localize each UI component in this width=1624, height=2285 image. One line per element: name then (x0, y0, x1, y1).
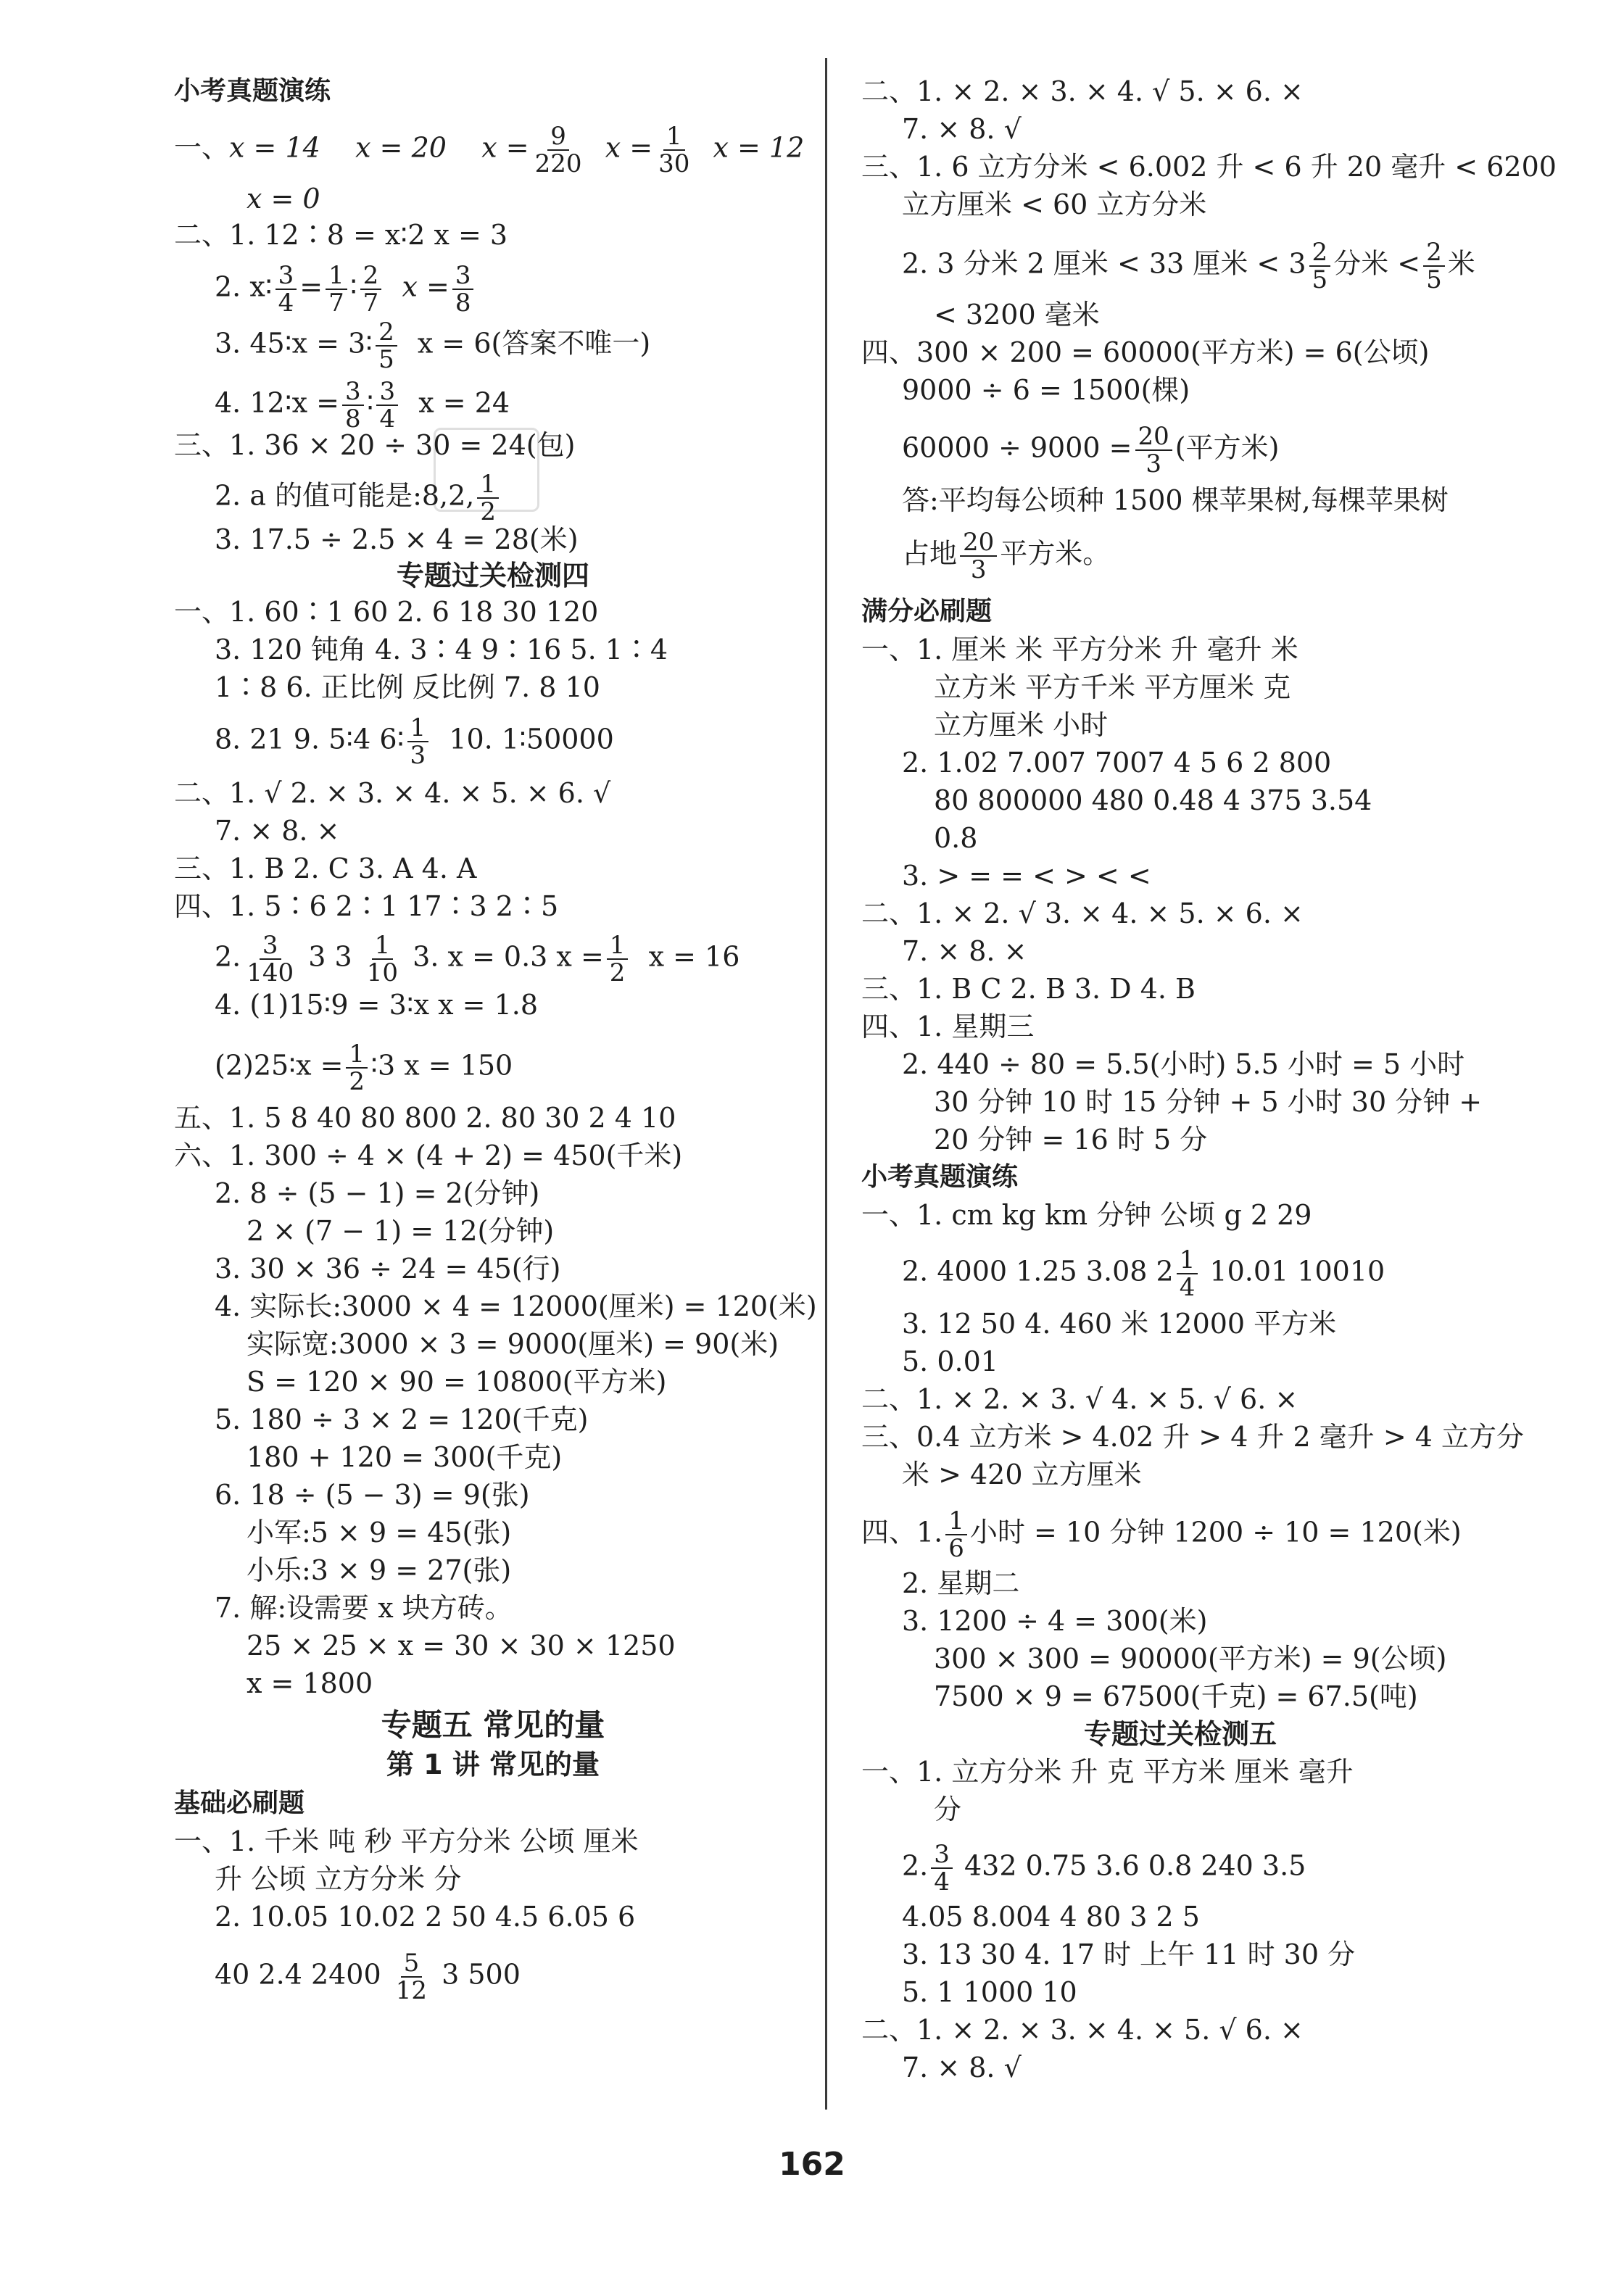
answer-line: 立方厘米 小时 (934, 709, 1109, 741)
fraction: $\frac{3}{8}$ (342, 378, 364, 432)
fraction: $\frac{3}{4}$ (376, 378, 398, 432)
answer-line: 6. 18 ÷ (5 − 3) = 9(张) (215, 1479, 530, 1511)
answer-line: 3. 120 钝角 4. 3∶4 9∶16 5. 1∶4 (215, 634, 668, 665)
answer-line: 2. $\frac{3}{4}$ 432 0.75 3.6 0.8 240 3.5 (902, 1840, 1306, 1896)
answer-line: 7500 × 9 = 67500(千克) = 67.5(吨) (934, 1680, 1418, 1712)
answer-line: 7. × 8. √ (902, 2052, 1022, 2083)
answer-line: 2. x∶ $\frac{3}{4}$ = $\frac{1}{7}$ ∶ $\frac{2}{7}$ x = $\frac{3}{8}$ (215, 262, 476, 316)
section-title: 满分必刷题 (861, 597, 993, 626)
answer-line: 2. 4000 1.25 3.08 2 $\frac{1}{4}$ 10.01 10010 (902, 1245, 1385, 1302)
answer-line: 二、1. × 2. × 3. × 4. × 5. √ 6. × (861, 2014, 1304, 2046)
answer-line: 六、1. 300 ÷ 4 × (4 + 2) = 450(千米) (174, 1140, 683, 1171)
answer-line: S = 120 × 90 = 10800(平方米) (246, 1366, 667, 1398)
answer-line: 9000 ÷ 6 = 1500(棵) (902, 374, 1190, 406)
answer-line: 三、1. 6 立方分米 < 6.002 升 < 6 升 20 毫升 < 6200 (861, 151, 1557, 183)
section-title: 基础必刷题 (174, 1788, 305, 1818)
answer-line: 一、1. cm kg km 分钟 公顷 g 2 29 (861, 1199, 1312, 1231)
answer-line: 3. > = = < > < < (902, 860, 1151, 892)
answer-line: (2)25∶x = $\frac{1}{2}$ ∶3 x = 150 (215, 1040, 513, 1096)
answer-line: 3. 1200 ÷ 4 = 300(米) (902, 1605, 1208, 1637)
answer-line: 小军:5 × 9 = 45(张) (246, 1517, 512, 1548)
fraction: $\frac{1}{2}$ (477, 471, 499, 525)
fraction: $\frac{2}{7}$ (360, 262, 382, 316)
answer-line: 2. 星期二 (902, 1567, 1020, 1599)
answer-line: 1∶8 6. 正比例 反比例 7. 8 10 (215, 671, 600, 703)
answer-line: 二、1. × 2. × 3. × 4. √ 5. × 6. × (861, 75, 1304, 107)
answer-line: 2. 8 ÷ (5 − 1) = 2(分钟) (215, 1177, 540, 1209)
answer-line: 4. (1)15∶9 = 3∶x x = 1.8 (215, 989, 539, 1021)
fraction: $\frac{3}{4}$ (276, 262, 297, 316)
answer-line: 二、1. 12∶8 = x∶2 x = 3 (174, 219, 508, 251)
answer-line: 0.8 (934, 822, 978, 854)
answer-line: 二、1. √ 2. × 3. × 4. × 5. × 6. √ (174, 777, 611, 809)
answer-line: 2. 10.05 10.02 2 50 4.5 6.05 6 (215, 1901, 636, 1933)
answer-line: 2. a 的值可能是:8,2, $\frac{1}{2}$ (215, 471, 502, 525)
lesson-title: 第 1 讲 常见的量 (386, 1749, 600, 1780)
answer-line: 7. × 8. × (902, 935, 1027, 967)
answer-line: 四、300 × 200 = 60000(平方米) = 6(公顷) (861, 336, 1430, 368)
answer-line: < 3200 毫米 (934, 299, 1100, 331)
answer-line: 3. 17.5 ÷ 2.5 × 4 = 28(米) (215, 523, 579, 555)
section-title: 专题过关检测五 (1083, 1718, 1277, 1750)
answer-line: 立方厘米 < 60 立方分米 (902, 188, 1207, 220)
answer-line: 7. 解:设需要 x 块方砖。 (215, 1592, 513, 1624)
chapter-title: 专题五 常见的量 (381, 1707, 605, 1743)
answer-line: 3. 30 × 36 ÷ 24 = 45(行) (215, 1253, 561, 1285)
column-divider (825, 58, 827, 2110)
fraction: $\frac{3}{4}$ (931, 1841, 953, 1895)
answer-line: 三、1. B C 2. B 3. D 4. B (861, 973, 1196, 1005)
fraction: $\frac{1}{6}$ (945, 1508, 967, 1562)
answer-line: 升 公顷 立方分米 分 (215, 1863, 462, 1895)
fraction: $\frac{1}{10}$ (366, 931, 399, 987)
answer-line: 一、1. 60∶1 60 2. 6 18 30 120 (174, 596, 599, 628)
answer-line: 4. 实际长:3000 × 4 = 12000(厘米) = 120(米) (215, 1290, 817, 1322)
fraction: $\frac{20}{3}$ (1135, 423, 1172, 477)
section-title: 小考真题演练 (861, 1162, 1019, 1192)
answer-line: 3. 45∶x = 3∶ $\frac{2}{5}$ x = 6(答案不唯一) (215, 318, 651, 374)
answer-line: 2. 3 分米 2 厘米 < 33 厘米 < 3 $\frac{2}{5}$ 分米 < $\frac{2}{5}$ 米 (902, 238, 1475, 294)
answer-line: 一、x = 14 x = 20 x = $\frac{9}{220}$ x = $\frac{1}{30}$ x = 12 (174, 122, 805, 178)
answer-line: 五、1. 5 8 40 80 800 2. 80 30 2 4 10 (174, 1102, 676, 1134)
section-title: 专题过关检测四 (396, 560, 589, 592)
answer-line: 分 (934, 1793, 962, 1825)
answer-line: 80 800000 480 0.48 4 375 3.54 (934, 784, 1372, 816)
fraction: $\frac{2}{5}$ (1309, 239, 1331, 293)
fraction: $\frac{9}{220}$ (534, 122, 582, 178)
fraction: $\frac{1}{2}$ (607, 932, 629, 986)
answer-line: 25 × 25 × x = 30 × 30 × 1250 (246, 1630, 676, 1662)
answer-line: 二、1. × 2. × 3. √ 4. × 5. √ 6. × (861, 1383, 1298, 1415)
answer-line: 300 × 300 = 90000(平方米) = 9(公顷) (934, 1643, 1447, 1675)
answer-line: 2. 1.02 7.007 7007 4 5 6 2 800 (902, 747, 1332, 779)
fraction: $\frac{20}{3}$ (960, 529, 997, 583)
answer-line: 7. × 8. × (215, 815, 340, 847)
answer-line: 5. 1 1000 10 (902, 1976, 1077, 2008)
answer-line: 5. 0.01 (902, 1345, 998, 1377)
answer-line: 2. $\frac{3}{140}$ 3 3 $\frac{1}{10}$ 3. x = 0.3 x = $\frac{1}{2}$ x = 16 (215, 931, 740, 987)
answer-line: x = 1800 (246, 1667, 373, 1699)
fraction: $\frac{3}{140}$ (246, 931, 294, 987)
answer-line: 2 × (7 − 1) = 12(分钟) (246, 1215, 555, 1247)
answer-line: 四、1. 星期三 (861, 1011, 1035, 1042)
fraction: $\frac{1}{3}$ (407, 715, 429, 768)
fraction: $\frac{1}{4}$ (1177, 1247, 1198, 1301)
fraction: $\frac{1}{2}$ (346, 1041, 368, 1095)
answer-line: 2. 440 ÷ 80 = 5.5(小时) 5.5 小时 = 5 小时 (902, 1048, 1465, 1080)
fraction: $\frac{1}{30}$ (658, 122, 690, 178)
answer-line: 四、1. 5∶6 2∶1 17∶3 2∶5 (174, 890, 559, 922)
answer-line: 实际宽:3000 × 3 = 9000(厘米) = 90(米) (246, 1328, 779, 1360)
answer-line: 三、1. 36 × 20 ÷ 30 = 24(包) (174, 429, 576, 461)
answer-line: 4.05 8.004 4 80 3 2 5 (902, 1901, 1200, 1933)
answer-line: 小乐:3 × 9 = 27(张) (246, 1554, 512, 1586)
answer-line: 5. 180 ÷ 3 × 2 = 120(千克) (215, 1403, 589, 1435)
page-number: 162 (779, 2146, 845, 2183)
fraction: $\frac{5}{12}$ (395, 1949, 428, 2005)
answer-line: 一、1. 千米 吨 秒 平方分米 公顷 厘米 (174, 1825, 639, 1857)
answer-line: 180 + 120 = 300(千克) (246, 1441, 563, 1473)
answer-line: 答:平均每公顷种 1500 棵苹果树,每棵苹果树 (902, 484, 1449, 516)
fraction: $\frac{1}{7}$ (326, 262, 347, 316)
fraction: $\frac{2}{5}$ (1423, 239, 1445, 293)
fraction: $\frac{2}{5}$ (376, 319, 397, 373)
answer-line: 3. 13 30 4. 17 时 上午 11 时 30 分 (902, 1938, 1356, 1970)
answer-line: 20 分钟 = 16 时 5 分 (934, 1124, 1208, 1156)
answer-line: 40 2.4 2400 $\frac{5}{12}$ 3 500 (215, 1949, 521, 2005)
answer-line: 立方米 平方千米 平方厘米 克 (934, 671, 1291, 703)
answer-line: 一、1. 立方分米 升 克 平方米 厘米 毫升 (861, 1756, 1354, 1788)
answer-line: 三、1. B 2. C 3. A 4. A (174, 853, 477, 884)
answer-line: 二、1. × 2. √ 3. × 4. × 5. × 6. × (861, 897, 1304, 929)
section-title: 小考真题演练 (174, 76, 331, 106)
answer-line: 一、1. 厘米 米 平方分米 升 毫升 米 (861, 634, 1298, 665)
answer-line: 3. 12 50 4. 460 米 12000 平方米 (902, 1308, 1337, 1340)
answer-line: 四、1. $\frac{1}{6}$ 小时 = 10 分钟 1200 ÷ 10 = 120(米) (861, 1506, 1462, 1563)
answer-line: 60000 ÷ 9000 = $\frac{20}{3}$ (平方米) (902, 422, 1280, 478)
fraction: $\frac{3}{8}$ (452, 262, 474, 316)
answer-line: 4. 12∶x = $\frac{3}{8}$ ∶ $\frac{3}{4}$ x = 24 (215, 377, 510, 434)
answer-line: 米 > 420 立方厘米 (902, 1459, 1142, 1490)
answer-line: 三、0.4 立方米 > 4.02 升 > 4 升 2 毫升 > 4 立方分 (861, 1421, 1525, 1453)
answer-line: 30 分钟 10 时 15 分钟 + 5 小时 30 分钟 + (934, 1086, 1483, 1118)
answer-line: 8. 21 9. 5∶4 6∶ $\frac{1}{3}$ 10. 1∶50000 (215, 713, 614, 770)
answer-line: x = 0 (246, 183, 320, 215)
answer-line: 占地 $\frac{20}{3}$ 平方米。 (902, 528, 1111, 584)
answer-line: 7. × 8. √ (902, 113, 1022, 145)
